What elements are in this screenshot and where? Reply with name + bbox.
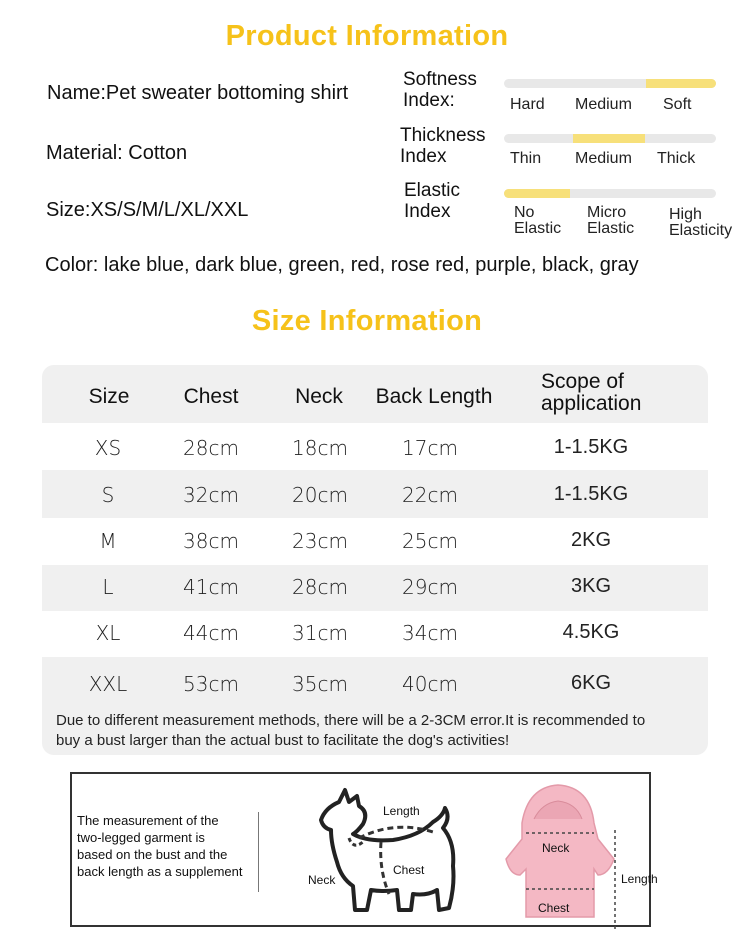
product-sizes: Size:XS/S/M/L/XL/XXL [46,199,249,221]
column-header-chest: Chest [183,385,239,408]
elastic-index-bar [504,189,716,198]
cell-back-length: 40cm [402,672,458,696]
dog-outline-icon [297,782,477,922]
cell-chest: 44cm [183,621,239,645]
cell-size: M [99,529,117,553]
cell-back-length: 29cm [402,575,458,599]
garment-length-line [613,830,617,930]
cell-chest: 28cm [183,436,239,460]
cell-size: S [101,483,115,507]
thickness-tick-medium: Medium [575,150,632,167]
cell-neck: 23cm [292,529,348,553]
product-material: Material: Cotton [46,142,188,164]
elastic-tick-no-elastic: No Elastic [514,204,562,237]
softness-index-label: Softness Index: [403,69,477,111]
size-table [42,365,708,755]
measurement-figure [70,772,658,927]
cell-scope: 3KG [570,575,612,597]
column-header-back-length: Back Length [375,385,493,408]
garment-neck-label: Neck [542,841,570,855]
cell-size: XS [94,436,122,460]
softness-index-bar [504,79,716,88]
thickness-index-label: Thickness Index [400,125,486,167]
thickness-tick-thin: Thin [510,150,542,167]
cell-neck: 18cm [292,436,348,460]
cell-back-length: 22cm [402,483,458,507]
column-header-neck: Neck [295,385,343,408]
softness-tick-soft: Soft [663,96,692,113]
elastic-index-label: Elastic Index [404,180,460,222]
cell-size: XXL [88,672,128,696]
measurement-note: Due to different measurement methods, there will be a 2-3CM error.It is recommended to buy a bust larger than the actual bust to facilitate the dog's activities! [56,712,646,749]
cell-neck: 31cm [292,621,348,645]
elastic-tick-micro-elastic: Micro Elastic [587,204,635,237]
cell-scope: 1-1.5KG [553,436,629,458]
softness-tick-hard: Hard [510,96,545,113]
product-name: Name:Pet sweater bottoming shirt [47,82,349,104]
cell-size: L [102,575,114,599]
cell-back-length: 17cm [402,436,458,460]
thickness-tick-thick: Thick [657,150,696,167]
cell-scope: 6KG [570,672,612,694]
cell-scope: 4.5KG [562,621,620,643]
size-information-heading: Size Information [251,305,483,337]
cell-chest: 32cm [183,483,239,507]
cell-scope: 1-1.5KG [553,483,629,505]
softness-index-fill [646,79,716,88]
dog-neck-label: Neck [308,873,336,887]
cell-chest: 53cm [183,672,239,696]
garment-chest-label: Chest [538,901,570,915]
column-header-size: Size [88,385,130,408]
dog-chest-label: Chest [393,863,425,877]
cell-neck: 28cm [292,575,348,599]
cell-scope: 2KG [570,529,612,551]
figure-divider [258,812,259,892]
measurement-figure-note: The measurement of the two-legged garment is based on the bust and the back length as a supplement [77,813,243,879]
cell-chest: 38cm [183,529,239,553]
cell-chest: 41cm [183,575,239,599]
elastic-index-fill [504,189,570,198]
size-table-header [42,365,708,423]
thickness-index-bar [504,134,716,143]
thickness-index-fill [573,134,645,143]
softness-tick-medium: Medium [575,96,632,113]
product-information-heading: Product Information [225,20,509,52]
cell-back-length: 25cm [402,529,458,553]
elastic-tick-high-elasticity: High Elasticity [669,206,733,239]
column-header-scope-of-application: Scope of application [541,370,642,415]
cell-back-length: 34cm [402,621,458,645]
dog-length-label: Length [383,804,420,818]
product-colors: Color: lake blue, dark blue, green, red, rose red, purple, black, gray [45,254,639,276]
cell-neck: 20cm [292,483,348,507]
cell-size: XL [95,621,121,645]
garment-length-label: Length [621,872,658,886]
cell-neck: 35cm [292,672,348,696]
